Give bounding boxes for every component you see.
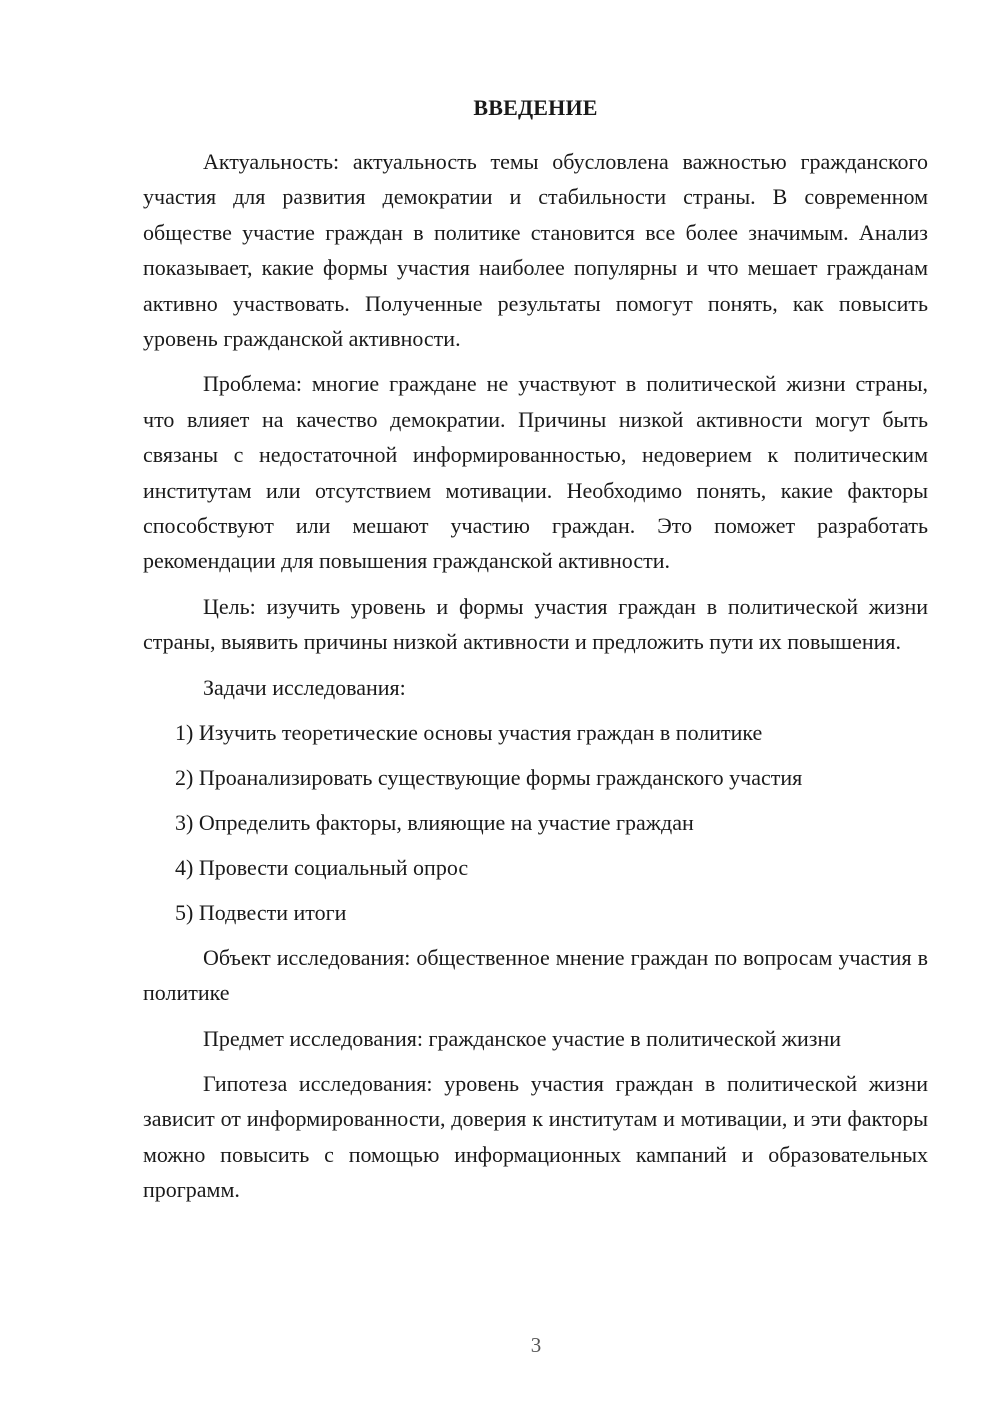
object-paragraph: Объект исследования: общественное мнение граждан по вопросам участия в политике	[143, 944, 928, 1006]
task-item: 4) Провести социальный опрос	[175, 854, 469, 880]
task-item: 2) Проанализировать существующие формы гражданского участия	[175, 764, 803, 790]
page-number: 3	[530, 1333, 542, 1357]
document-page	[143, 92, 928, 1218]
task-item: 1) Изучить теоретические основы участия граждан в политике	[175, 719, 763, 745]
hypothesis-paragraph: Гипотеза исследования: уровень участия граждан в политической жизни зависит от информированности, доверия к институтам и мотивации, и эти факторы можно повысить с помощью информационных кампаний и образовательных программ.	[143, 1070, 928, 1203]
task-list	[143, 715, 928, 930]
goal-paragraph: Цель: изучить уровень и формы участия граждан в политической жизни страны, выявить причины низкой активности и предложить пути их повышения.	[143, 593, 928, 655]
task-item: 3) Определить факторы, влияющие на участие граждан	[175, 809, 694, 835]
problem-paragraph: Проблема: многие граждане не участвуют в политической жизни страны, что влияет на качество демократии. Причины низкой активности могут быть связаны с недостаточной информированностью, недоверием к политическим институтам или отсутствием мотивации. Необходимо понять, какие факторы способствуют или мешают участию граждан. Это поможет разработать рекомендации для повышения гражданской активности.	[143, 371, 928, 574]
relevance-paragraph: Актуальность: актуальность темы обусловлена важностью гражданского участия для развития демократии и стабильности страны. В современном обществе участие граждан в политике становится все более значимым. Анализ показывает, какие формы участия наиболее популярны и что мешает гражданам активно участвовать. Полученные результаты помогут понять, как повысить уровень гражданской активности.	[143, 149, 928, 352]
tasks-heading: Задачи исследования:	[203, 674, 406, 700]
subject-paragraph: Предмет исследования: гражданское участие в политической жизни	[203, 1025, 841, 1051]
section-title: ВВЕДЕНИЕ	[473, 95, 598, 120]
task-item: 5) Подвести итоги	[175, 899, 347, 925]
